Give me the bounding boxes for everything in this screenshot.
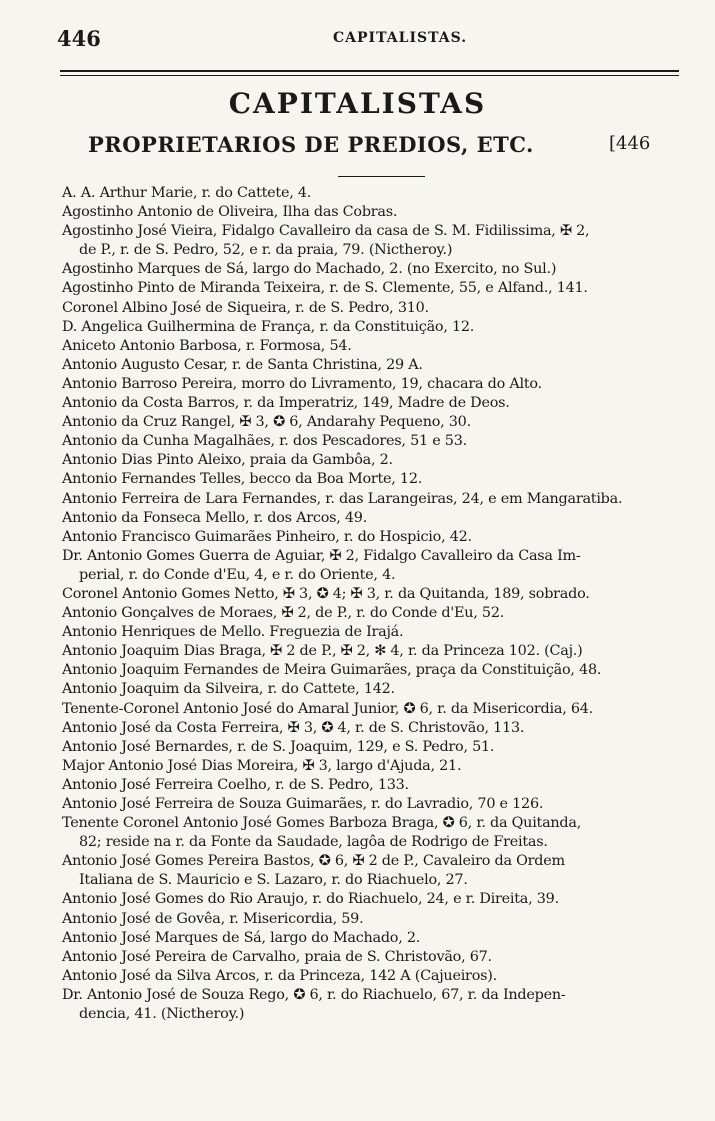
directory-entry: Antonio José Ferreira Coelho, r. de S. Pedro, 133.: [62, 776, 409, 793]
directory-entry: Antonio da Costa Barros, r. da Imperatriz, 149, Madre de Deos.: [62, 395, 510, 412]
directory-entry: Antonio Joaquim da Silveira, r. do Cattete, 142.: [62, 681, 395, 698]
section-title: CAPITALISTAS: [228, 87, 487, 120]
directory-entry: Antonio José Bernardes, r. de S. Joaquim, 129, e S. Pedro, 51.: [62, 738, 495, 755]
directory-entry-continuation: 82; reside na r. da Fonte da Saudade, lagôa de Rodrigo de Freitas.: [79, 834, 548, 851]
directory-entry: Antonio da Cruz Rangel, ✠ 3, ✪ 6, Andarahy Pequeno, 30.: [62, 414, 471, 431]
directory-entry: Antonio José Ferreira de Souza Guimarães, r. do Lavradio, 70 e 126.: [62, 796, 544, 812]
directory-entry: Antonio Dias Pinto Aleixo, praia da Gambôa, 2.: [62, 452, 393, 469]
directory-entry: Antonio Barroso Pereira, morro do Livramento, 19, chacara do Alto.: [62, 375, 542, 392]
directory-entry: A. A. Arthur Marie, r. do Cattete, 4.: [62, 185, 312, 201]
directory-entry: Antonio José Marques de Sá, largo do Machado, 2.: [62, 929, 421, 946]
directory-entry: Antonio José da Costa Ferreira, ✠ 3, ✪ 4, r. de S. Christovão, 113.: [62, 719, 525, 736]
directory-entry: Antonio José de Govêa, r. Misericordia, 59.: [62, 910, 364, 927]
directory-entry: Agostinho José Vieira, Fidalgo Cavalleiro da casa de S. M. Fidilissima, ✠ 2,: [62, 223, 590, 240]
running-head: CAPITALISTAS.: [333, 30, 468, 46]
page-number: 446: [57, 26, 101, 51]
directory-entry: Major Antonio José Dias Moreira, ✠ 3, largo d'Ajuda, 21.: [62, 757, 462, 774]
directory-entry: Agostinho Pinto de Miranda Teixeira, r. de S. Clemente, 55, e Alfand., 141.: [62, 280, 588, 297]
directory-entry: Antonio José Gomes Pereira Bastos, ✪ 6, ✠ 2 de P., Cavaleiro da Ordem: [62, 853, 565, 870]
directory-entry: Antonio José Gomes do Rio Araujo, r. do Riachuelo, 24, e r. Direita, 39.: [62, 891, 559, 908]
directory-entry: Tenente Coronel Antonio José Gomes Barboza Braga, ✪ 6, r. da Quitanda,: [62, 815, 582, 832]
directory-list: [62, 184, 682, 1024]
title-divider: [338, 176, 425, 177]
directory-entry: D. Angelica Guilhermina de França, r. da Constituição, 12.: [62, 318, 475, 335]
directory-entry: Antonio José Pereira de Carvalho, praia de S. Christovão, 67.: [62, 948, 492, 965]
directory-entry: Antonio Gonçalves de Moraes, ✠ 2, de P., r. do Conde d'Eu, 52.: [62, 605, 505, 622]
directory-entry-continuation: Italiana de S. Mauricio e S. Lazaro, r. do Riachuelo, 27.: [79, 872, 468, 889]
directory-entry: Dr. Antonio Gomes Guerra de Aguiar, ✠ 2, Fidalgo Cavalleiro da Casa Im-: [62, 547, 581, 564]
directory-entry: Agostinho Antonio de Oliveira, Ilha das Cobras.: [62, 204, 398, 221]
directory-entry: Antonio Henriques de Mello. Freguezia de Irajá.: [62, 624, 404, 641]
directory-entry: Coronel Antonio Gomes Netto, ✠ 3, ✪ 4; ✠ 3, r. da Quitanda, 189, sobrado.: [62, 585, 590, 602]
directory-entry: Agostinho Marques de Sá, largo do Machado, 2. (no Exercito, no Sul.): [62, 261, 557, 278]
directory-entry: Aniceto Antonio Barbosa, r. Formosa, 54.: [62, 337, 352, 354]
subtitle-page-ref: [446: [609, 133, 651, 154]
directory-entry-continuation: dencia, 41. (Nictheroy.): [79, 1006, 245, 1023]
directory-entry: Antonio Francisco Guimarães Pinheiro, r. do Hospicio, 42.: [62, 528, 472, 545]
directory-entry: Antonio Augusto Cesar, r. de Santa Christina, 29 A.: [62, 356, 423, 373]
directory-entry: Antonio Joaquim Fernandes de Meira Guimarães, praça da Constituição, 48.: [62, 662, 602, 679]
directory-entry: Antonio José da Silva Arcos, r. da Princeza, 142 A (Cajueiros).: [62, 967, 497, 984]
directory-entry: Antonio Joaquim Dias Braga, ✠ 2 de P., ✠ 2, ✻ 4, r. da Princeza 102. (Caj.): [62, 643, 583, 660]
directory-entry: Dr. Antonio José de Souza Rego, ✪ 6, r. do Riachuelo, 67, r. da Indepen-: [62, 986, 566, 1003]
directory-entry: Antonio Fernandes Telles, becco da Boa Morte, 12.: [62, 471, 423, 488]
directory-entry: Antonio da Fonseca Mello, r. dos Arcos, 49.: [62, 509, 368, 526]
directory-entry-continuation: de P., r. de S. Pedro, 52, e r. da praia, 79. (Nictheroy.): [79, 242, 453, 259]
directory-entry: Antonio da Cunha Magalhães, r. dos Pescadores, 51 e 53.: [62, 433, 467, 450]
directory-entry: Coronel Albino José de Siqueira, r. de S. Pedro, 310.: [62, 299, 429, 316]
directory-entry: Tenente-Coronel Antonio José do Amaral Junior, ✪ 6, r. da Misericordia, 64.: [62, 700, 593, 717]
section-subtitle: PROPRIETARIOS DE PREDIOS, ETC.: [88, 132, 534, 157]
header-rule-thick: [60, 70, 679, 72]
header-rule-thin: [60, 75, 679, 76]
directory-entry-continuation: perial, r. do Conde d'Eu, 4, e r. do Oriente, 4.: [79, 566, 396, 583]
directory-entry: Antonio Ferreira de Lara Fernandes, r. das Larangeiras, 24, e em Mangaratiba.: [62, 490, 623, 507]
